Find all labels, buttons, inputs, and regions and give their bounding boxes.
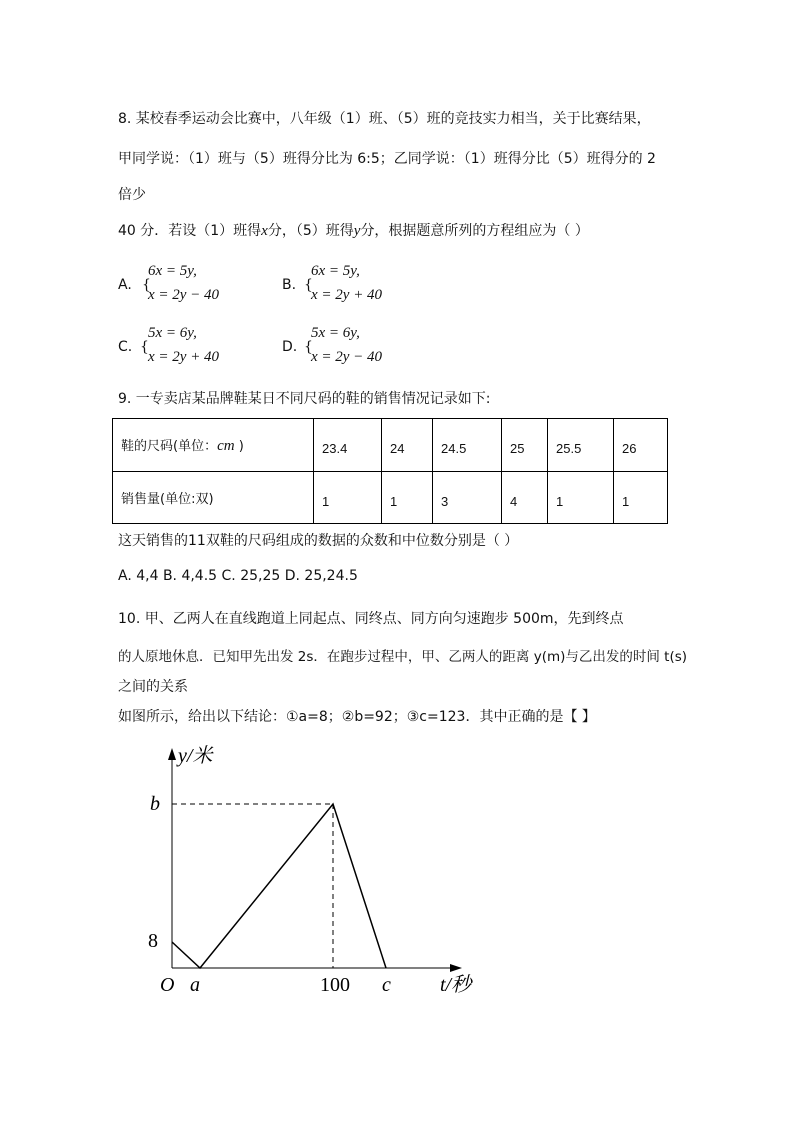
brace-icon: { [304, 339, 313, 355]
option-d-label: D. [282, 339, 298, 355]
table-row [113, 419, 668, 472]
table-cell: 24.5 [433, 419, 502, 472]
q8-line-1: 8. 某校春季运动会比赛中，八年级（1）班、（5）班的竞技实力相当，关于比赛结果， [118, 111, 651, 127]
tick-b: b [150, 793, 160, 815]
distance-curve [172, 804, 386, 968]
q8-line-4 [118, 222, 589, 240]
table-row [113, 471, 668, 524]
table-cell: 25.5 [548, 419, 614, 472]
table-cell: 1 [614, 471, 668, 524]
table-cell: 4 [502, 471, 548, 524]
var-x: x [261, 223, 268, 239]
x-axis-label: t/秒 [440, 974, 472, 996]
unit-cm: cm [217, 437, 235, 454]
table-cell: 1 [382, 471, 433, 524]
q8-line-4-c: 分，根据题意所列的方程组应为（ ） [360, 223, 589, 239]
table-cell: 1 [548, 471, 614, 524]
brace-icon: { [140, 339, 149, 355]
option-b-eq1: 6x = 5y, [311, 263, 360, 279]
q8-line-4-a: 40 分．若设（1）班得 [118, 223, 262, 239]
table-cell: 1 [314, 471, 382, 524]
y-axis-label: y/米 [178, 745, 213, 767]
origin-label: O [160, 974, 175, 996]
q10-line-4: 如图所示，给出以下结论：①a=8；②b=92；③c=123．其中正确的是【 】 [118, 709, 596, 725]
tick-100: 100 [320, 974, 350, 996]
var-y: y [353, 223, 361, 239]
row-label-count: 销售量(单位:双) [113, 471, 314, 524]
table-cell: 23.4 [314, 419, 382, 472]
brace-icon: { [142, 277, 151, 293]
table-cell: 25 [502, 419, 548, 472]
option-c-label: C. [118, 339, 133, 355]
q8-line-3: 倍少 [118, 187, 146, 203]
q8-line-4-b: 分，（5）班得 [267, 223, 354, 239]
option-a-eq2: x = 2y − 40 [148, 287, 220, 303]
x-axis-arrow-icon [450, 964, 462, 972]
y-axis-arrow-icon [168, 748, 176, 760]
table-cell: 24 [382, 419, 433, 472]
row-label-size [113, 419, 314, 472]
q10-line-1: 10. 甲、乙两人在直线跑道上同起点、同终点、同方向匀速跑步 500m，先到终点 [118, 611, 624, 627]
option-a-label: A. [118, 277, 132, 293]
q9-question: 这天销售的11双鞋的尺码组成的数据的众数和中位数分别是（ ） [118, 533, 519, 549]
option-c-eq2: x = 2y + 40 [148, 349, 220, 365]
option-b-label: B. [282, 277, 297, 293]
table-cell: 26 [614, 419, 668, 472]
q9-options[interactable]: A. 4,4 B. 4,4.5 C. 25,25 D. 25,24.5 [118, 568, 358, 584]
tick-8: 8 [148, 930, 158, 952]
q9-intro: 9. 一专卖店某品牌鞋某日不同尺码的鞋的销售情况记录如下: [118, 391, 491, 407]
option-c-eq1: 5x = 6y, [148, 325, 197, 341]
table-cell: 3 [433, 471, 502, 524]
option-d-eq1: 5x = 6y, [311, 325, 360, 341]
option-b-eq2: x = 2y + 40 [311, 287, 383, 303]
size-label-close: ) [234, 438, 244, 454]
q8-line-2: 甲同学说：（1）班与（5）班得分比为 6:5；乙同学说：（1）班得分比（5）班得分的 2 [118, 151, 656, 167]
option-d-eq2: x = 2y − 40 [311, 349, 383, 365]
brace-icon: { [304, 277, 313, 293]
option-a-eq1: 6x = 5y, [148, 263, 197, 279]
tick-c: c [382, 974, 391, 996]
q10-line-2: 的人原地休息．已知甲先出发 2s．在跑步过程中，甲、乙两人的距离 y(m)与乙出发的时间 t(s) [118, 649, 688, 665]
q10-line-3: 之间的关系 [118, 679, 188, 695]
shoe-sales-table [112, 418, 668, 524]
size-label-text: 鞋的尺码(单位： [121, 438, 218, 454]
tick-a: a [190, 974, 200, 996]
